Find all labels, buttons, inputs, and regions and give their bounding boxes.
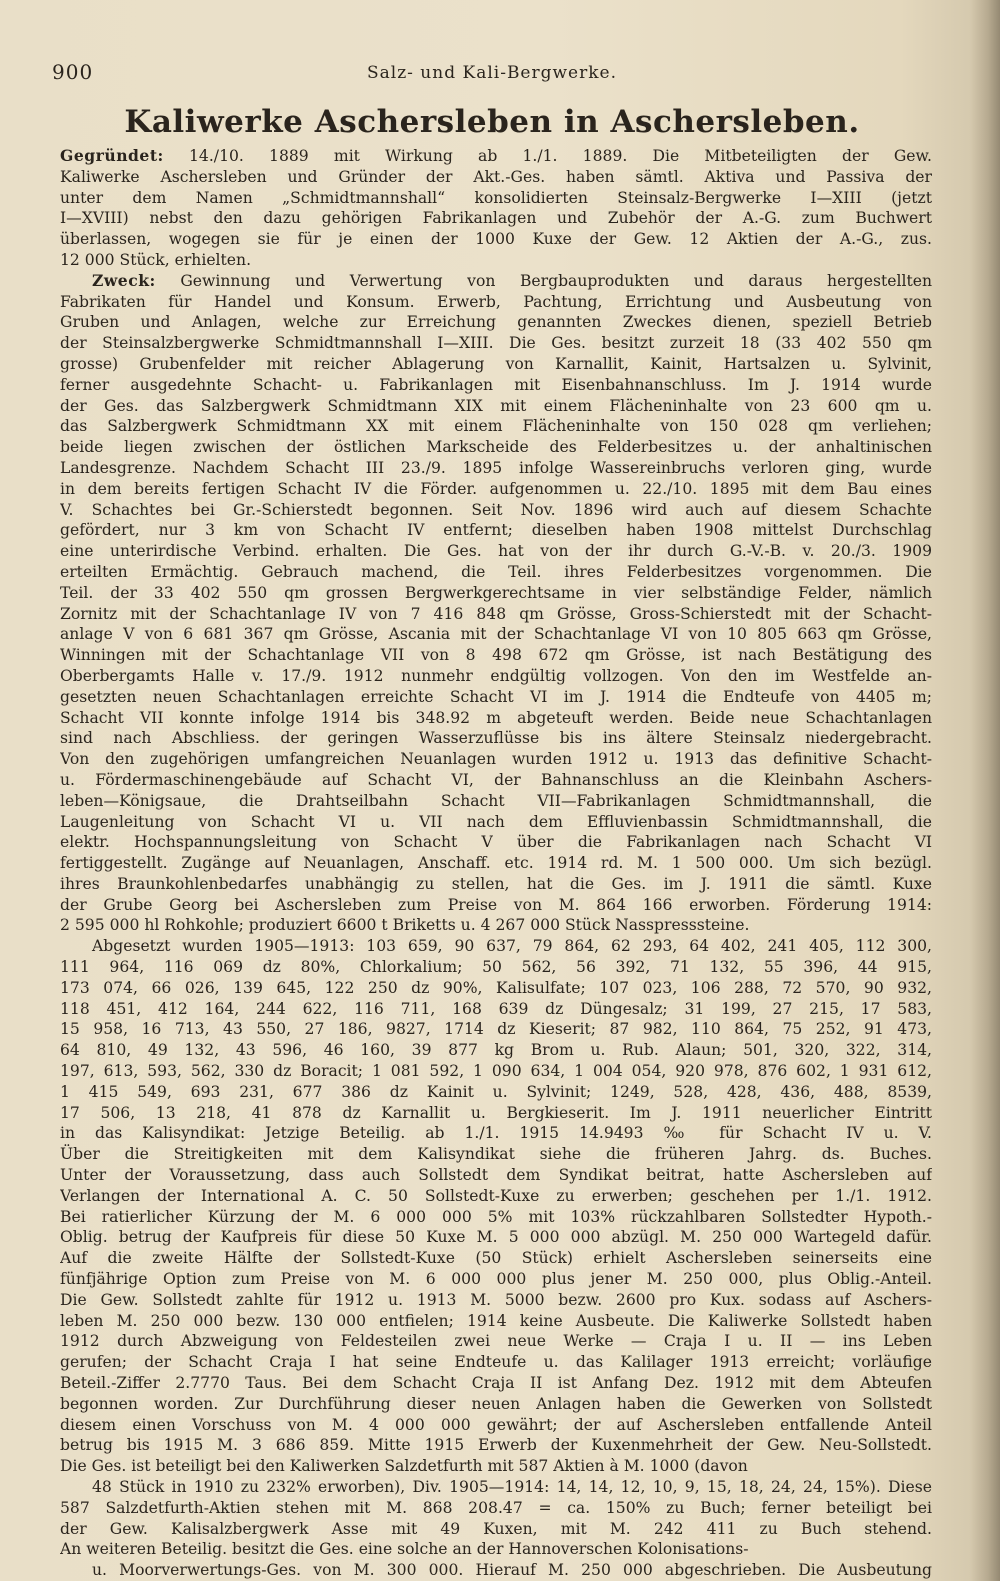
text-line: das Salzbergwerk Schmidtmann XX mit einem Flächeninhalte von 150 028 qm verliehen; bbox=[60, 417, 932, 436]
text-line: Beteil.-Ziffer 2.7770 Taus. Bei dem Schacht Craja II ist Anfang Dez. 1912 mit dem Abteufen bbox=[60, 1374, 932, 1393]
text-line: Oblig. betrug der Kaufpreis für diese 50 Kuxe M. 5 000 000 abzügl. M. 250 000 Wartegeld dafür. bbox=[60, 1228, 932, 1247]
text-line: u. Moorverwertungs-Ges. von M. 300 000. Hierauf M. 250 000 abgeschrieben. Die Ausbeutung bbox=[92, 1561, 932, 1580]
text-line: 17 506, 13 218, 41 878 dz Karnallit u. Bergkieserit. Im J. 1911 neuerlicher Eintritt bbox=[60, 1103, 932, 1122]
text-line: Landesgrenze. Nachdem Schacht III 23./9. 1895 infolge Wassereinbruchs verloren ging, wurde bbox=[60, 458, 932, 477]
text-line: fünfjährige Option zum Preise von M. 6 000 000 plus jener M. 250 000, plus Oblig.-Anteil. bbox=[60, 1270, 932, 1289]
text-line: gerufen; der Schacht Craja I hat seine Endteufe u. das Kalilager 1913 erreicht; vorläufige bbox=[60, 1353, 932, 1372]
text-line: An weiteren Beteilig. besitzt die Ges. eine solche an der Hannoverschen Kolonisations- bbox=[60, 1540, 749, 1559]
founded-label: Gegründet: bbox=[60, 146, 164, 165]
text-line: 1 415 549, 693 231, 677 386 dz Kainit u. Sylvinit; 1249, 528, 428, 436, 488, 8539, bbox=[60, 1082, 932, 1101]
text-line: fertiggestellt. Zugänge auf Neuanlagen, Anschaff. etc. 1914 rd. M. 1 500 000. Um sich bezügl. bbox=[60, 854, 932, 873]
text-line: ferner ausgedehnte Schacht- u. Fabrikanlagen mit Eisenbahnanschluss. Im J. 1914 wurde bbox=[60, 375, 932, 394]
text-line: u. Fördermaschinengebäude auf Schacht VI, der Bahnanschluss an die Kleinbahn Aschers- bbox=[60, 770, 932, 789]
text-line: der Steinsalzbergwerke Schmidtmannshall I—XIII. Die Ges. besitzt zurzeit 18 (33 402 550 qm bbox=[60, 334, 932, 353]
text-line: 15 958, 16 713, 43 550, 27 186, 9827, 1714 dz Kieserit; 87 982, 110 864, 75 252, 91 473, bbox=[60, 1020, 932, 1039]
text-line: leben M. 250 000 bezw. 130 000 entfielen; 1914 keine Ausbeute. Die Kaliwerke Sollstedt haben bbox=[60, 1311, 932, 1330]
text-line: Fabrikaten für Handel und Konsum. Erwerb, Pachtung, Errichtung und Ausbeutung von bbox=[60, 292, 932, 311]
text-line: in dem bereits fertigen Schacht IV die Förder. aufgenommen u. 22./10. 1895 mit dem Bau eines bbox=[60, 479, 932, 498]
text-line: der Gew. Kalisalzbergwerk Asse mit 49 Kuxen, mit M. 242 411 zu Buch stehend. bbox=[60, 1519, 932, 1538]
purpose-label: Zweck: bbox=[92, 270, 156, 290]
text-line: überlassen, wogegen sie für je einen der 1000 Kuxe der Gew. 12 Aktien der A.-G., zus. bbox=[60, 230, 932, 249]
text-line: Bei ratierlicher Kürzung der M. 6 000 000 5% mit 103% rückzahlbaren Sollstedter Hypoth.- bbox=[60, 1207, 932, 1226]
text-line: in das Kalisyndikat: Jetzige Beteilig. ab 1./1. 1915 14.9493 ‰ für Schacht IV u. V. bbox=[60, 1124, 932, 1143]
text-line: der Grube Georg bei Aschersleben zum Preise von M. 864 166 erworben. Förderung 1914: bbox=[60, 895, 932, 914]
text-line: unter dem Namen „Schmidtmannshall“ konsolidierten Steinsalz-Bergwerke I—XIII (jetzt bbox=[60, 188, 932, 207]
text-line: Die Gew. Sollstedt zahlte für 1912 u. 1913 M. 5000 bezw. 2600 pro Kux. sodass auf Aschers- bbox=[60, 1290, 932, 1309]
page-edge-shadow bbox=[970, 0, 1000, 1581]
text-line: beide liegen zwischen der östlichen Markscheide des Felderbesitzes u. der anhaltinischen bbox=[60, 438, 932, 457]
running-title: Salz- und Kali-Bergwerke. bbox=[366, 63, 618, 83]
text-line: eine unterirdische Verbind. erhalten. Die Ges. hat von der ihr durch G.-V.-B. v. 20./3. 1909 bbox=[60, 542, 932, 561]
text-line: sind nach Abschliess. der geringen Wasserzuflüsse bis ins ältere Steinsalz niedergebracht. bbox=[60, 729, 932, 748]
article-title: Kaliwerke Aschersleben in Aschersleben. bbox=[124, 104, 860, 140]
page-number: 900 bbox=[52, 60, 94, 84]
text-line: diesem einen Vorschuss von M. 4 000 000 gewährt; der auf Aschersleben entfallende Anteil bbox=[60, 1415, 932, 1434]
article-body bbox=[60, 146, 932, 1581]
text-line: 197, 613, 593, 562, 330 dz Boracit; 1 081 592, 1 090 634, 1 004 054, 920 978, 876 602, 1 931 612, bbox=[60, 1062, 932, 1081]
text-line: 1912 durch Abzweigung von Feldesteilen zwei neue Werke — Craja I u. II — ins Leben bbox=[60, 1332, 932, 1351]
text-line: 587 Salzdetfurth-Aktien stehen mit M. 868 208.47 = ca. 150% zu Buch; ferner beteiligt bei bbox=[60, 1498, 932, 1517]
text-line: gesetzten neuen Schachtanlagen erreichte Schacht VI im J. 1914 die Endteufe von 4405 m; bbox=[60, 687, 932, 706]
text-line: Teil. der 33 402 550 qm grossen Bergwerkgerechtsame in vier selbständige Felder, nämlich bbox=[60, 583, 932, 602]
text-line: I—XVIII) nebst den dazu gehörigen Fabrikanlagen und Zubehör der A.-G. zum Buchwert bbox=[60, 209, 932, 228]
text-line: anlage V von 6 681 367 qm Grösse, Ascania mit der Schachtanlage VI von 10 805 663 qm Grösse, bbox=[60, 625, 932, 644]
text-line: 2 595 000 hl Rohkohle; produziert 6600 t Briketts u. 4 267 000 Stück Nasspresssteine. bbox=[60, 916, 750, 935]
text-line: Die Ges. ist beteiligt bei den Kaliwerken Salzdetfurth mit 587 Aktien à M. 1000 (davon bbox=[60, 1457, 748, 1476]
text-line: Zornitz mit der Schachtanlage IV von 7 416 848 qm Grösse, Gross-Schierstedt mit der Schacht- bbox=[60, 604, 932, 623]
text-line: Auf die zweite Hälfte der Sollstedt-Kuxe (50 Stück) erhielt Aschersleben seinerseits eine bbox=[60, 1249, 932, 1268]
text-line: Schacht VII konnte infolge 1914 bis 348.92 m abgeteuft werden. Beide neue Schachtanlagen bbox=[60, 708, 932, 727]
text-line: begonnen worden. Zur Durchführung dieser neuen Anlagen haben die Gewerken von Sollstedt bbox=[60, 1394, 932, 1413]
text-line: Zweck: Gewinnung und Verwertung von Bergbauprodukten und daraus hergestellten bbox=[92, 270, 932, 290]
text-line: grosse) Grubenfelder mit reicher Ablagerung von Karnallit, Kainit, Hartsalzen u. Sylvinit, bbox=[60, 354, 932, 373]
text-line: Unter der Voraussetzung, dass auch Sollstedt dem Syndikat beitrat, hatte Aschersleben auf bbox=[60, 1166, 932, 1185]
text-line: Kaliwerke Aschersleben und Gründer der Akt.-Ges. haben sämtl. Aktiva und Passiva der bbox=[60, 167, 932, 186]
text-line: 48 Stück in 1910 zu 232% erworben), Div. 1905—1914: 14, 14, 12, 10, 9, 15, 18, 24, 24, 15%). Diese bbox=[92, 1478, 932, 1496]
text-line: erteilten Ermächtig. Gebrauch machend, die Teil. ihres Felderbesitzes vorgenommen. Die bbox=[60, 562, 932, 581]
text-line: Oberbergamts Halle v. 17./9. 1912 nunmehr endgültig vollzogen. Von den im Westfelde an- bbox=[60, 666, 932, 685]
text-line: 118 451, 412 164, 244 622, 116 711, 168 639 dz Düngesalz; 31 199, 27 215, 17 583, bbox=[60, 999, 932, 1018]
text-line: leben—Königsaue, die Drahtseilbahn Schacht VII—Fabrikanlagen Schmidtmannshall, die bbox=[60, 791, 932, 810]
text-line: elektr. Hochspannungsleitung von Schacht V über die Fabrikanlagen nach Schacht VI bbox=[60, 833, 932, 852]
text-line: 12 000 Stück, erhielten. bbox=[60, 250, 252, 269]
text-line: Über die Streitigkeiten mit dem Kalisyndikat siehe die früheren Jahrg. ds. Buches. bbox=[60, 1145, 932, 1164]
text-line: Abgesetzt wurden 1905—1913: 103 659, 90 637, 79 864, 62 293, 64 402, 241 405, 112 300, bbox=[92, 937, 932, 956]
text-line: Laugenleitung von Schacht VI u. VII nach dem Effluvienbassin Schmidtmannshall, die bbox=[60, 812, 932, 831]
text-line: gefördert, nur 3 km von Schacht IV entfernt; dieselben haben 1908 mittelst Durchschlag bbox=[60, 521, 932, 540]
text-line: Gegründet: 14./10. 1889 mit Wirkung ab 1./1. 1889. Die Mitbeteiligten der Gew. bbox=[60, 146, 932, 165]
text-line: Winningen mit der Schachtanlage VII von 8 498 672 qm Grösse, ist nach Bestätigung des bbox=[60, 646, 932, 665]
running-head bbox=[52, 60, 932, 90]
text-line: 64 810, 49 132, 43 596, 46 160, 39 877 kg Brom u. Rub. Alaun; 501, 320, 322, 314, bbox=[60, 1041, 932, 1060]
text-line: Von den zugehörigen umfangreichen Neuanlagen wurden 1912 u. 1913 das definitive Schacht- bbox=[60, 750, 932, 769]
text-line: ihres Braunkohlenbedarfes unabhängig zu stellen, hat die Ges. im J. 1911 die sämtl. Kuxe bbox=[60, 874, 932, 893]
text-line: 111 964, 116 069 dz 80%, Chlorkalium; 50 562, 56 392, 71 132, 55 396, 44 915, bbox=[60, 958, 932, 977]
text-line: betrug bis 1915 M. 3 686 859. Mitte 1915 Erwerb der Kuxenmehrheit der Gew. Neu-Sollstedt. bbox=[60, 1436, 932, 1455]
text-line: Verlangen der International A. C. 50 Sollstedt-Kuxe zu erwerben; geschehen per 1./1. 1912. bbox=[60, 1186, 932, 1205]
text-line: V. Schachtes bei Gr.-Schierstedt begonnen. Seit Nov. 1896 wird auch auf diesem Schachte bbox=[60, 500, 932, 519]
text-line: 173 074, 66 026, 139 645, 122 250 dz 90%, Kalisulfate; 107 023, 106 288, 72 570, 90 932, bbox=[60, 978, 932, 997]
text-line: Gruben und Anlagen, welche zur Erreichung genannten Zweckes dienen, speziell Betrieb bbox=[60, 313, 932, 332]
text-line: der Ges. das Salzbergwerk Schmidtmann XIX mit einem Flächeninhalte von 23 600 qm u. bbox=[60, 396, 932, 415]
